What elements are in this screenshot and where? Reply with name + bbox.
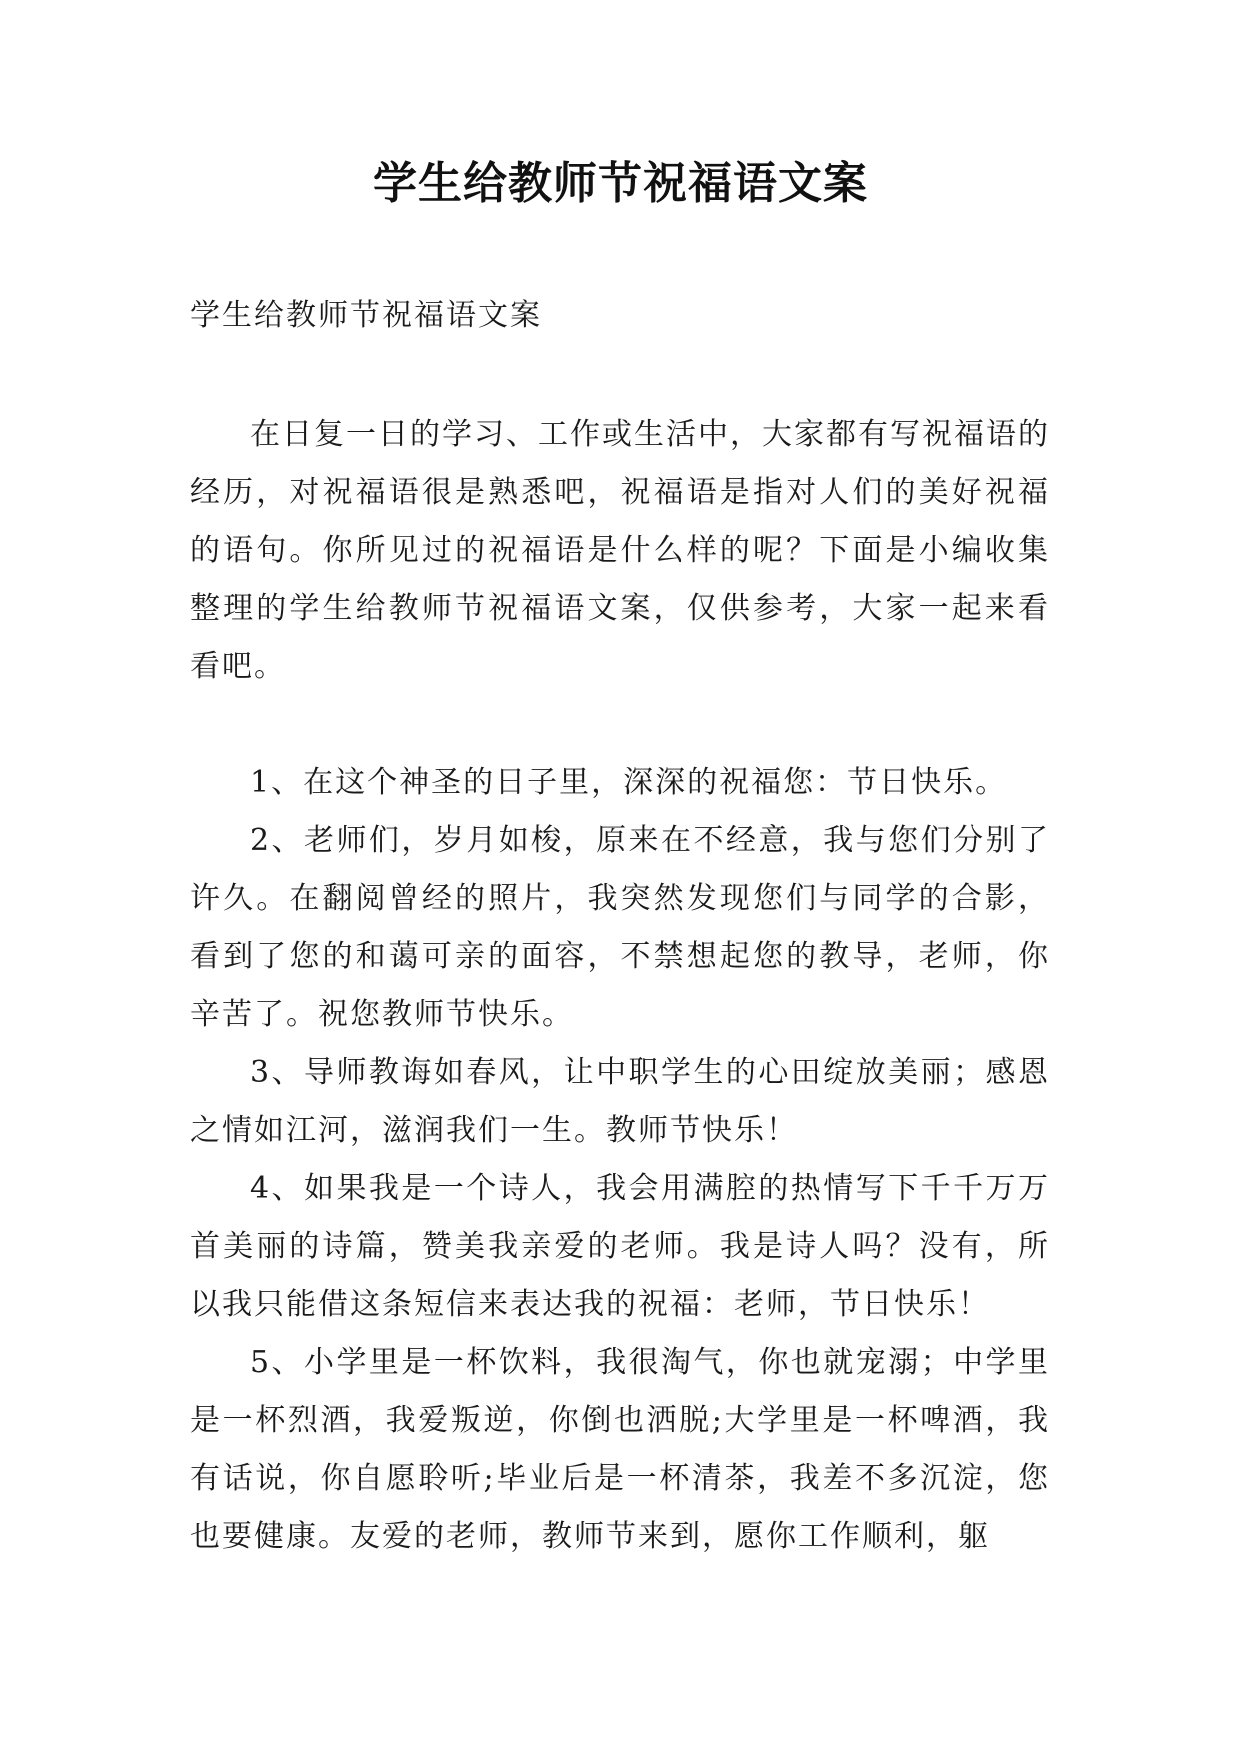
list-item: 2、老师们，岁月如梭，原来在不经意，我与您们分别了许久。在翻阅曾经的照片，我突然发现您们与同学的合影，看到了您的和蔼可亲的面容，不禁想起您的教导，老师，你辛苦了。祝您教师节快乐。 (190, 823, 1050, 1032)
document-body (190, 406, 1050, 1566)
intro-paragraph: 在日复一日的学习、工作或生活中，大家都有写祝福语的经历，对祝福语很是熟悉吧，祝福语是指对人们的美好祝福的语句。你所见过的祝福语是什么样的呢？下面是小编收集整理的学生给教师节祝福语文案，仅供参考，大家一起来看看吧。 (190, 417, 1050, 684)
list-item: 5、小学里是一杯饮料，我很淘气，你也就宠溺；中学里是一杯烈酒，我爱叛逆，你倒也洒脱;大学里是一杯啤酒，我有话说，你自愿聆听;毕业后是一杯清茶，我差不多沉淀，您也要健康。友爱的老师，教师节来到，愿你工作顺利，躯 (190, 1345, 1050, 1554)
list-item: 1、在这个神圣的日子里，深深的祝福您：节日快乐。 (250, 765, 1008, 800)
list-item: 4、如果我是一个诗人，我会用满腔的热情写下千千万万首美丽的诗篇，赞美我亲爱的老师。我是诗人吗？没有，所以我只能借这条短信来表达我的祝福：老师，节日快乐！ (190, 1171, 1050, 1322)
page-title: 学生给教师节祝福语文案 (373, 158, 868, 209)
document-subtitle: 学生给教师节祝福语文案 (190, 298, 542, 333)
list-item: 3、导师教诲如春风，让中职学生的心田绽放美丽；感恩之情如江河，滋润我们一生。教师节快乐！ (190, 1055, 1050, 1148)
